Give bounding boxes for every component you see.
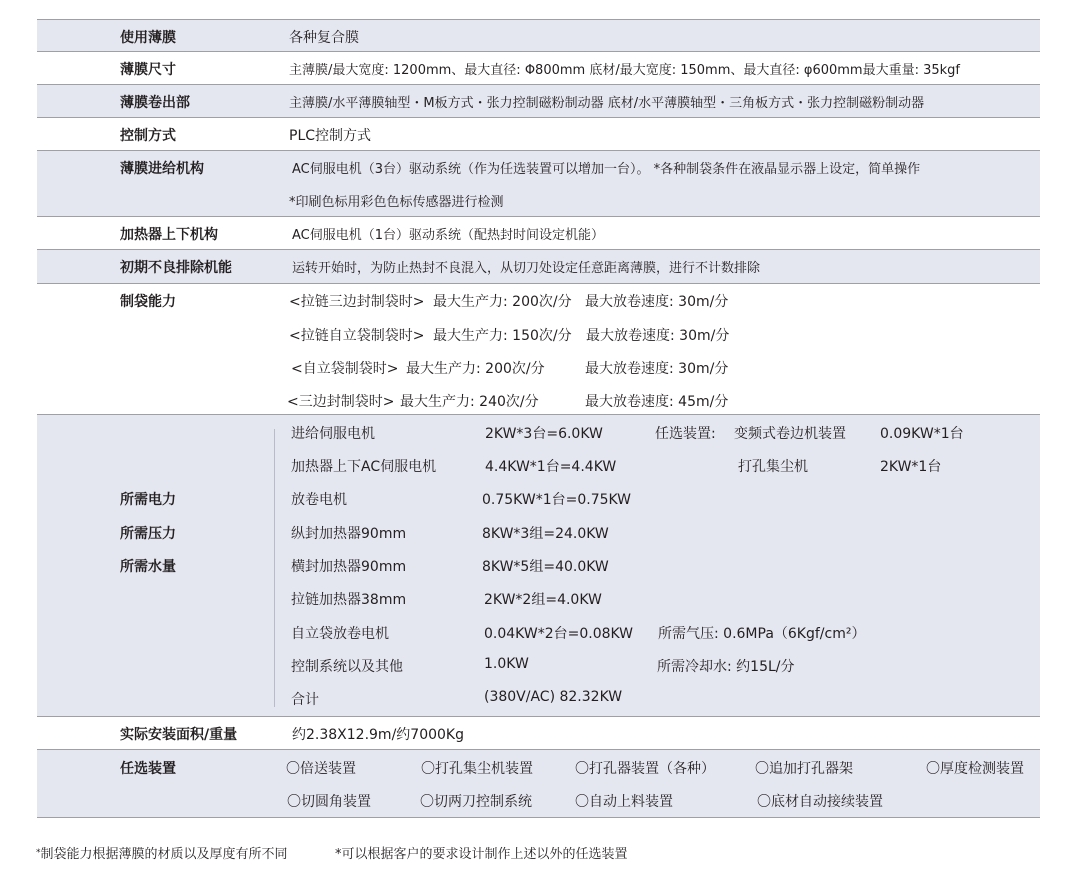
row-label: 使用薄膜 (120, 30, 176, 46)
row-label: 薄膜进给机构 (120, 161, 204, 177)
row-optional (37, 750, 1040, 818)
capacity-output: 最大生产力: 150次/分 (433, 328, 572, 344)
capacity-line (37, 317, 1040, 350)
power-item-value: 2KW*2组=4.0KW (484, 592, 602, 608)
row-value: 约2.38X12.9m/约7000Kg (292, 727, 464, 743)
options-title: 任选装置: (655, 426, 716, 442)
row-reject (37, 250, 1040, 284)
optional-item: 〇厚度检测装置 (926, 761, 1024, 777)
capacity-speed: 最大放卷速度: 30m/分 (585, 361, 729, 377)
column-divider (274, 429, 275, 707)
option-name: 打孔集尘机 (738, 459, 808, 475)
optional-item: 〇追加打孔器架 (755, 761, 853, 777)
row-value: AC伺服电机（1台）驱动系统（配热封时间设定机能） (292, 228, 605, 243)
row-film-feed (37, 151, 1040, 217)
row-value: 运转开始时，为防止热封不良混入，从切刀处设定任意距离薄膜，进行不计数排除 (292, 261, 761, 276)
option-value: 0.09KW*1台 (880, 426, 964, 442)
power-item-value: 1.0KW (484, 656, 529, 672)
power-item-total: (380V/AC) 82.32KW (484, 689, 623, 705)
row-capacity (37, 284, 1040, 415)
capacity-mode: <自立袋制袋时> (291, 361, 399, 377)
power-item-value: 2KW*3台=6.0KW (485, 426, 603, 442)
row-film-type (37, 19, 1040, 52)
optional-item: 〇底材自动接续装置 (757, 794, 883, 810)
row-heater-lift (37, 217, 1040, 250)
capacity-mode: <拉链三边封制袋时> (289, 294, 425, 310)
row-control (37, 118, 1040, 151)
row-value: PLC控制方式 (289, 128, 372, 144)
row-label: 加热器上下机构 (120, 227, 218, 243)
capacity-line (37, 350, 1040, 383)
row-label-power: 所需电力 (120, 492, 176, 508)
row-label: 制袋能力 (120, 294, 176, 310)
optional-item: 〇自动上料装置 (575, 794, 673, 810)
optional-item: 〇打孔集尘机装置 (421, 761, 533, 777)
power-item-name: 放卷电机 (291, 492, 347, 508)
spec-table (37, 19, 1040, 818)
power-item-name: 拉链加热器38mm (291, 592, 407, 608)
option-name: 变频式卷边机装置 (734, 426, 846, 442)
power-item-name: 横封加热器90mm (291, 559, 407, 575)
row-label: 初期不良排除机能 (120, 260, 232, 276)
footnote-text: 制袋能力根据薄膜的材质以及厚度有所不同 (40, 847, 288, 862)
power-item-name: 进给伺服电机 (291, 426, 375, 442)
capacity-line (37, 383, 1040, 416)
optional-item: 〇切圆角装置 (287, 794, 371, 810)
power-item-name: 控制系统以及其他 (291, 659, 403, 675)
footnote-capacity (36, 843, 288, 862)
optional-item: 〇切两刀控制系统 (420, 794, 532, 810)
capacity-speed: 最大放卷速度: 30m/分 (586, 328, 730, 344)
row-label: 任选装置 (120, 761, 176, 777)
row-film-unwind (37, 85, 1040, 118)
row-label: 薄膜卷出部 (120, 95, 190, 111)
capacity-line (37, 284, 1040, 317)
row-install (37, 717, 1040, 750)
row-value-line2: *印刷色标用彩色色标传感器进行检测 (289, 195, 504, 210)
power-item-value: 4.4KW*1台=4.4KW (485, 459, 617, 475)
optional-item: 〇打孔器装置（各种） (575, 761, 715, 777)
power-item-value: 8KW*5组=40.0KW (482, 559, 609, 575)
row-value: 主薄膜/水平薄膜轴型・M板方式・张力控制磁粉制动器 底材/水平薄膜轴型・三角板方式・张力控制磁粉制动器 (289, 96, 925, 111)
row-label-water: 所需水量 (120, 559, 176, 575)
power-item-name: 自立袋放卷电机 (291, 626, 389, 642)
footnote-custom: *可以根据客户的要求设计制作上述以外的任选装置 (335, 847, 628, 862)
capacity-output: 最大生产力: 200次/分 (433, 294, 572, 310)
row-label-pressure: 所需压力 (120, 526, 176, 542)
optional-item: 〇倍送装置 (286, 761, 356, 777)
row-film-size (37, 52, 1040, 85)
capacity-output: 最大生产力: 200次/分 (406, 361, 545, 377)
cooling-water: 所需冷却水: 约15L/分 (657, 659, 795, 675)
row-power (37, 415, 1040, 717)
capacity-mode: <拉链自立袋制袋时> (289, 328, 425, 344)
option-value: 2KW*1台 (880, 459, 942, 475)
capacity-output: 最大生产力: 240次/分 (400, 394, 539, 410)
power-item-name: 加热器上下AC伺服电机 (291, 459, 437, 475)
power-item-name: 纵封加热器90mm (291, 526, 407, 542)
footnote-star: * (36, 848, 41, 858)
row-label: 控制方式 (120, 128, 176, 144)
capacity-mode: <三边封制袋时> (287, 394, 395, 410)
power-item-value: 8KW*3组=24.0KW (482, 526, 609, 542)
row-label: 实际安装面积/重量 (120, 727, 238, 743)
power-item-name: 合计 (291, 692, 319, 708)
air-pressure: 所需气压: 0.6MPa（6Kgf/cm²） (658, 626, 866, 642)
capacity-speed: 最大放卷速度: 45m/分 (585, 394, 729, 410)
row-value-line1: AC伺服电机（3台）驱动系统（作为任选装置可以增加一台）。 *各种制袋条件在液晶显示器上设定，简单操作 (292, 162, 921, 177)
power-item-value: 0.04KW*2台=0.08KW (484, 626, 634, 642)
row-value: 各种复合膜 (289, 30, 359, 46)
power-item-value: 0.75KW*1台=0.75KW (482, 492, 632, 508)
row-value: 主薄膜/最大宽度: 1200mm、最大直径: Φ800mm 底材/最大宽度: 150mm、最大直径: φ600mm最大重量: 35kgf (289, 63, 960, 78)
capacity-speed: 最大放卷速度: 30m/分 (585, 294, 729, 310)
row-label: 薄膜尺寸 (120, 62, 176, 78)
